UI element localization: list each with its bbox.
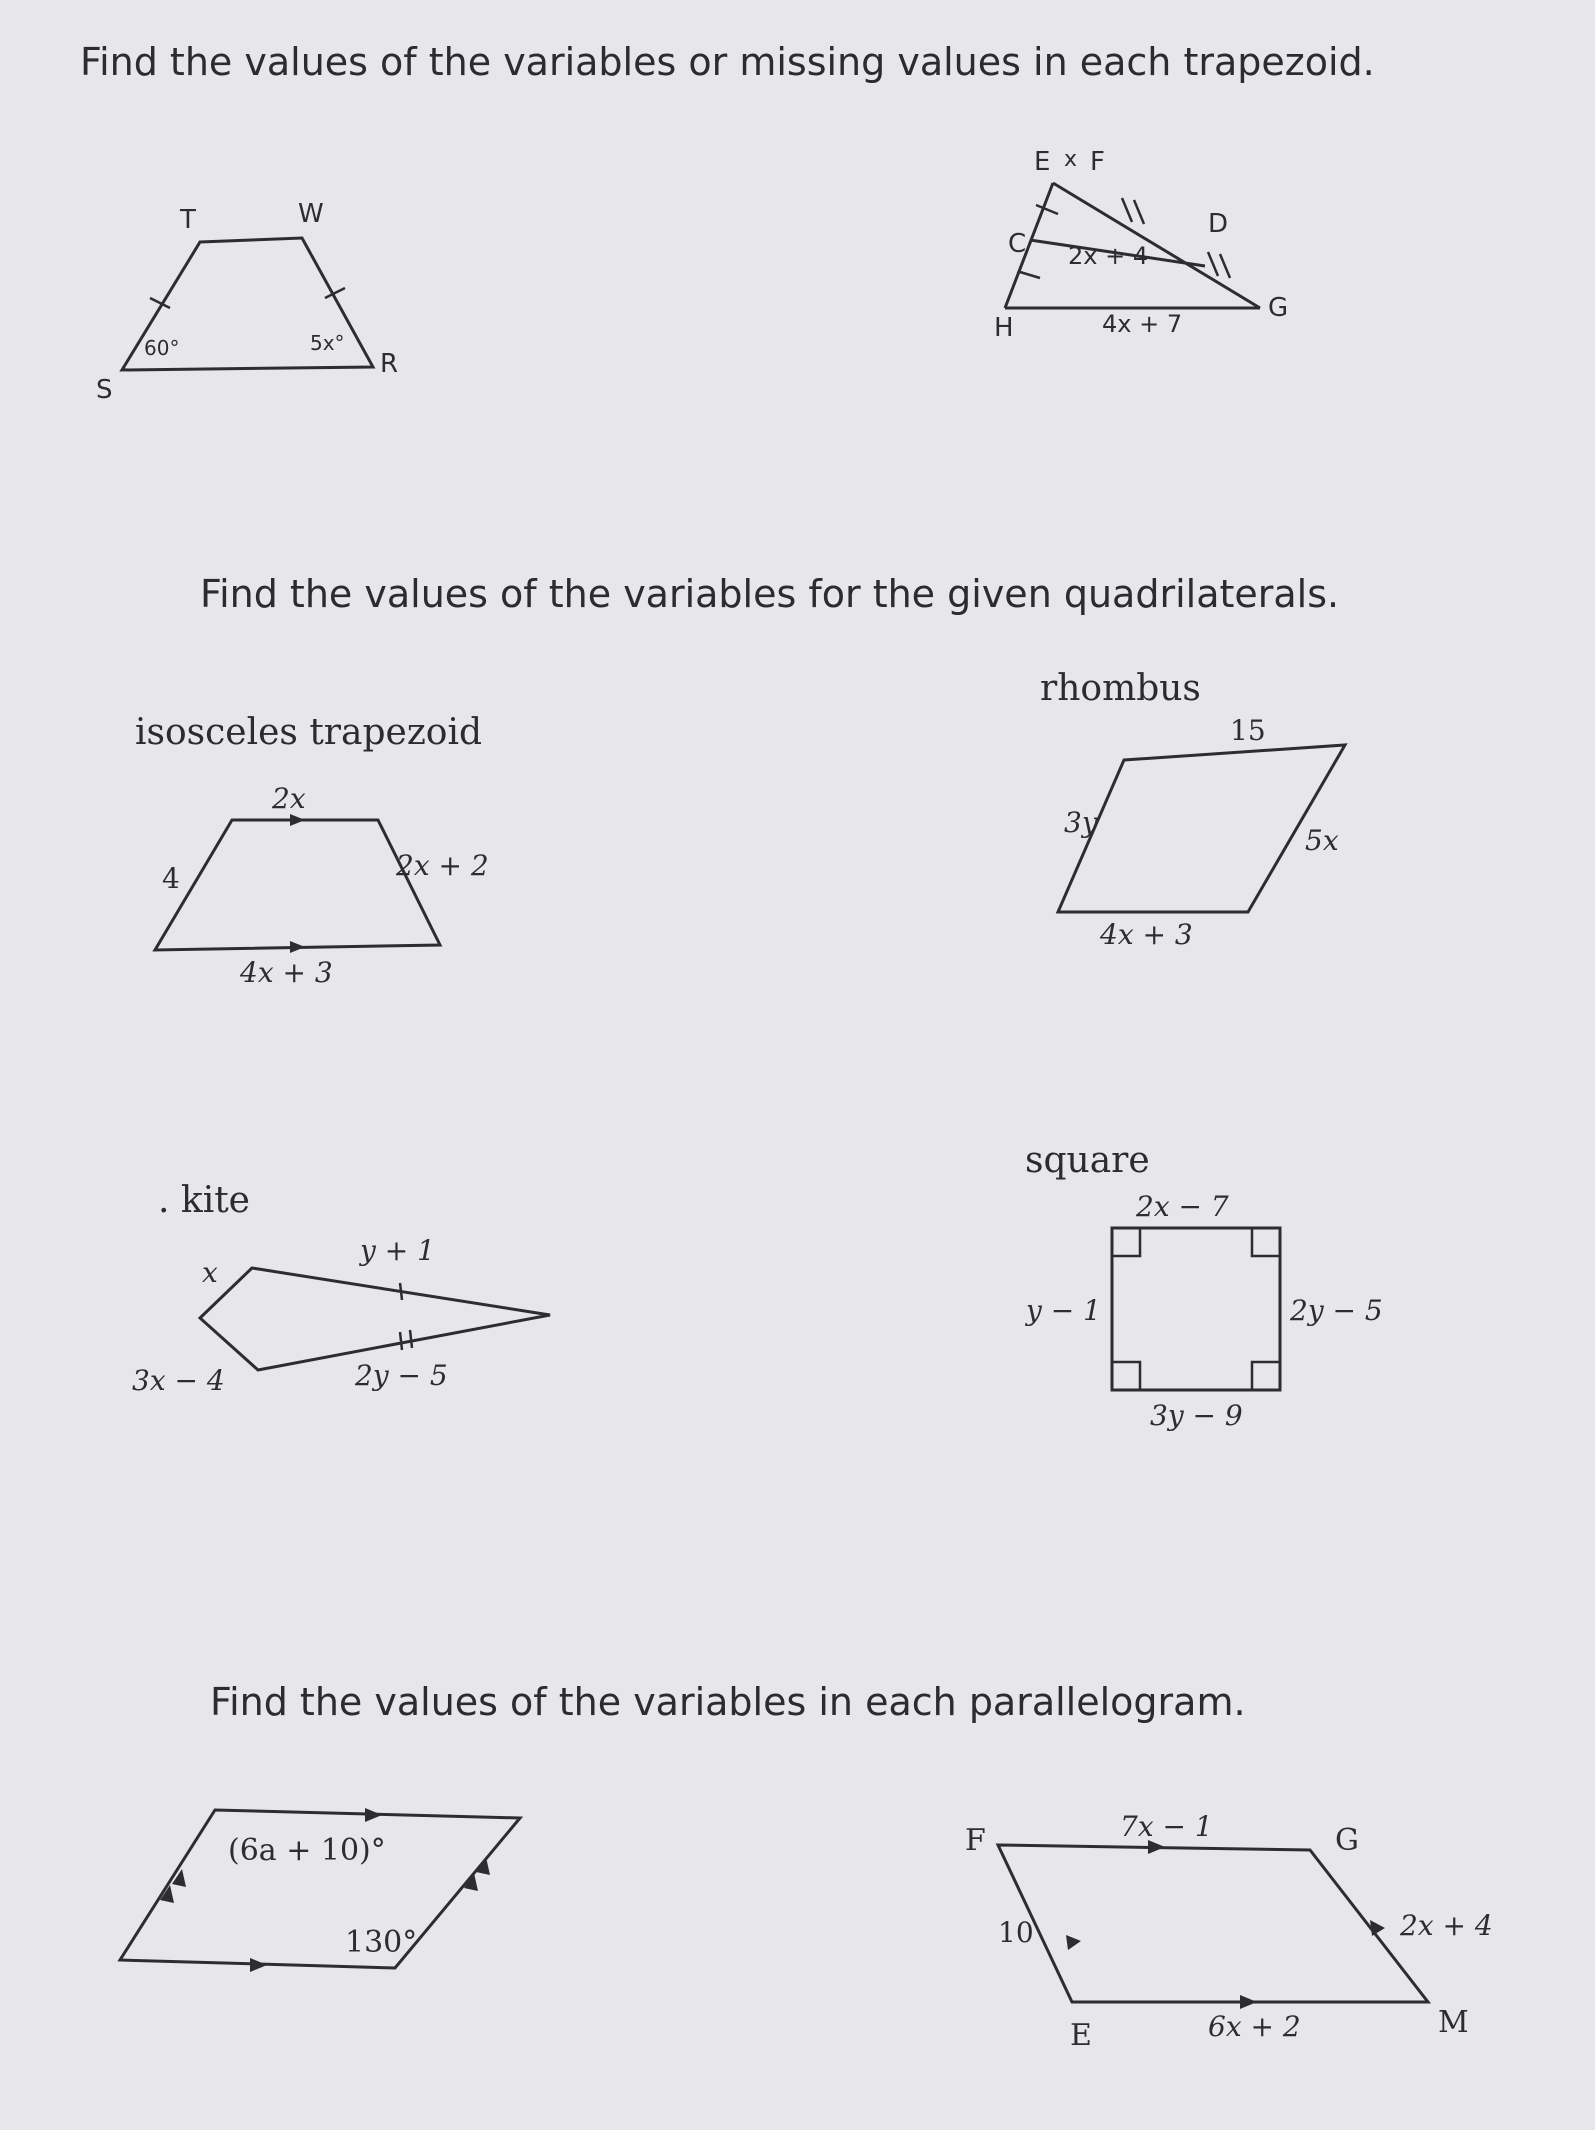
vertex-label-h: H [994,313,1014,343]
right-angle-bottom-left [1112,1362,1140,1390]
side-label-top: 2x − 7 [1136,1190,1229,1223]
angle-label-top: (6a + 10)° [228,1833,386,1868]
arrow-marker-bottom [250,1958,267,1972]
arrow-marker-top [290,814,305,826]
vertex-label-m: M [1438,2005,1469,2040]
side-label-left: 4 [162,862,180,895]
tick-mark-lower-1 [400,1332,402,1350]
angle-label-r: 5x° [310,331,345,355]
side-label-bottom: 4x + 3 [240,956,333,989]
arrow-marker-left-2 [172,1869,186,1887]
vertex-label-r: R [380,349,399,379]
caption-square: square [1025,1140,1150,1181]
heading-trapezoids: Find the values of the variables or missing values in each trapezoid. [80,40,1375,84]
isosceles-trapezoid [155,782,489,989]
tick-mark-lower-2 [410,1330,412,1348]
side-label-bottom: 3y − 9 [1150,1399,1243,1432]
side-label-bottom: 4x + 3 [1100,918,1193,951]
arrow-marker-right [1370,1920,1385,1936]
vertex-label-e: E [1034,147,1051,177]
kite-outline [200,1268,550,1370]
arrow-marker-top [365,1808,382,1822]
side-label-left: y − 1 [1026,1294,1101,1327]
angle-label-bottom: 130° [345,1925,418,1960]
tick-mark-left-lower [1020,272,1040,278]
side-label-top-right: y + 1 [360,1234,435,1267]
side-label-bottom-right: 2y − 5 [355,1359,448,1392]
trapezoid-twrs [96,199,398,405]
heading-quadrilaterals: Find the values of the variables for the given quadrilaterals. [200,572,1340,616]
arrow-marker-bottom [290,941,305,953]
vertex-label-g: G [1335,1823,1359,1858]
arrow-marker-bottom [1240,1995,1257,2009]
parallelogram-2-outline [998,1845,1428,2002]
side-label-top: 7x − 1 [1120,1810,1213,1843]
right-angle-top-left [1112,1228,1140,1256]
vertex-label-s: S [96,375,113,405]
side-label-top: 2x [272,782,306,815]
vertex-label-c: C [1008,229,1027,259]
base-label: 4x + 7 [1102,310,1183,338]
side-label-left: 10 [998,1916,1034,1949]
right-angle-top-right [1252,1228,1280,1256]
vertex-label-w: W [298,199,324,229]
side-label-bottom: 6x + 2 [1208,2010,1301,2043]
heading-parallelograms: Find the values of the variables in each parallelogram. [210,1680,1246,1724]
vertex-label-d: D [1208,209,1229,239]
right-angle-bottom-right [1252,1362,1280,1390]
tick-mark-right-upper-1 [1122,198,1132,222]
parallelogram-angles [120,1808,520,1972]
vertex-label-e: E [1070,2018,1092,2053]
side-label-right: 2y − 5 [1290,1294,1383,1327]
square [1024,1190,1383,1432]
tick-mark-upper [400,1283,402,1300]
side-label-right: 5x [1305,824,1339,857]
vertex-label-t: T [180,205,196,235]
trapezoid-midsegment [994,147,1288,343]
vertex-label-f: F [965,1823,986,1858]
caption-isosceles-trapezoid: isosceles trapezoid [135,712,483,753]
side-label-bottom-left: 3x − 4 [132,1364,225,1397]
vertex-label-g: G [1268,293,1289,323]
midsegment-label: 2x + 4 [1068,242,1149,270]
arrow-marker-left [1066,1935,1081,1950]
rhombus-outline [1058,745,1345,912]
rhombus [1058,714,1345,951]
side-label-right: 2x + 4 [1400,1909,1493,1942]
square-outline [1112,1228,1280,1390]
side-label-top: 15 [1230,714,1266,747]
tick-mark-right-lower-1 [1208,252,1218,276]
vertex-label-f: F [1090,147,1105,177]
caption-rhombus: rhombus [1040,668,1201,709]
isosceles-trapezoid-outline [155,820,440,950]
tick-mark-right-lower-2 [1220,254,1230,278]
parallelogram-fgme [965,1810,1493,2053]
caption-kite: . kite [158,1180,250,1221]
side-label-left: 3y [1064,806,1098,839]
kite [132,1234,550,1397]
tick-mark-left-upper [1036,205,1058,214]
angle-label-s: 60° [144,336,180,360]
side-label-top-left: x [202,1256,218,1289]
tick-mark-right-upper-2 [1134,200,1144,224]
angle-label-x: x [1064,147,1078,172]
side-label-right: 2x + 2 [396,849,489,882]
